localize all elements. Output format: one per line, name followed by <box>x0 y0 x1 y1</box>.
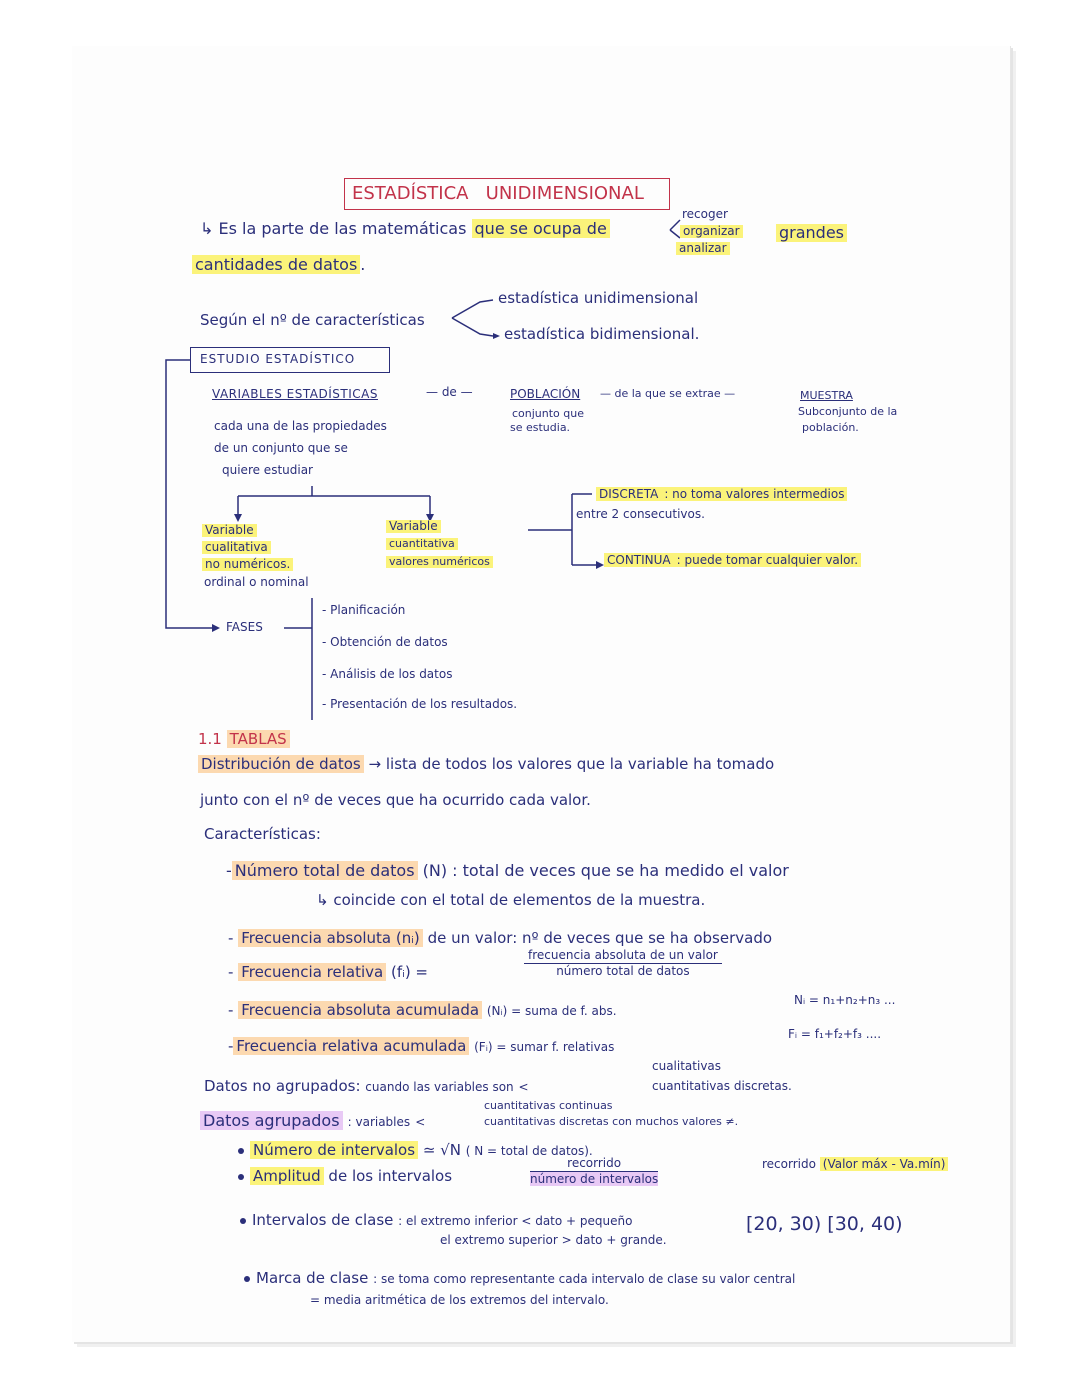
poblacion-extrae: — de la que se extrae — <box>600 387 736 400</box>
frec-rel-sym: (fᵢ) = <box>391 963 429 981</box>
muestra-def-1: Subconjunto de la <box>798 405 898 418</box>
segun-bidimensional: estadística bidimensional. <box>504 325 700 343</box>
amplitud-label: Amplitud <box>250 1167 324 1185</box>
verb-organizar: organizar <box>680 225 743 238</box>
frec-rel-acum-label: Frecuencia relativa acumulada <box>233 1037 469 1055</box>
numero-total-sub: ↳ coincide con el total de elementos de la muestra. <box>316 891 706 909</box>
distribucion-label: Distribución de datos <box>198 755 364 773</box>
intervalos-clase-l1: : el extremo inferior < dato + pequeño <box>398 1214 633 1228</box>
poblacion-def-1: conjunto que <box>512 407 585 420</box>
bullet-icon <box>238 1148 244 1154</box>
intro-arrow: ↳ <box>200 219 214 238</box>
cuantitativa-line-3: valores numéricos <box>386 556 493 568</box>
numero-total-text: (N) : total de veces que se ha medido el valor <box>422 861 789 880</box>
fases-item-3: - Análisis de los datos <box>322 667 453 681</box>
variables-def-3: quiere estudiar <box>222 463 313 477</box>
frec-abs-line: - Frecuencia absoluta (nᵢ) de un valor: nº de veces que se ha observado <box>228 929 773 947</box>
tablas-title: TABLAS <box>227 730 290 748</box>
amplitud-text: de los intervalos <box>328 1167 453 1185</box>
verb-analizar: analizar <box>676 242 730 255</box>
segun-label: Según el nº de características <box>200 311 425 329</box>
tablas-heading <box>198 731 290 748</box>
frec-abs-label: Frecuencia absoluta (nᵢ) <box>238 929 423 947</box>
frec-abs-acum-line: - Frecuencia absoluta acumulada (Nᵢ) = suma de f. abs. <box>228 1001 617 1019</box>
cuantitativa-line-1: Variable <box>386 520 441 533</box>
amplitud-num: recorrido <box>530 1156 658 1172</box>
num-intervalos-text: ≃ √N <box>422 1141 461 1159</box>
verb-recoger: recoger <box>682 207 728 221</box>
variables-title: VARIABLES ESTADÍSTICAS <box>212 387 378 401</box>
no-agrupados-line: Datos no agrupados: cuando las variables son < <box>204 1077 529 1095</box>
frec-rel-acum-formula: Fᵢ = f₁+f₂+f₃ .... <box>788 1027 882 1041</box>
num-intervalos-label: Número de intervalos <box>250 1141 418 1159</box>
segun-unidimensional: estadística unidimensional <box>498 289 699 307</box>
agrupados-text: : variables <box>347 1115 411 1129</box>
title-part2: UNIDIMENSIONAL <box>485 183 644 204</box>
tablas-number: 1.1 <box>198 730 222 748</box>
frec-rel-label: Frecuencia relativa <box>238 963 386 981</box>
numero-total-line: - Número total de datos (N) : total de veces que se ha medido el valor <box>226 861 789 880</box>
amplitud-line <box>238 1168 452 1185</box>
poblacion-def-2: se estudia. <box>510 421 571 434</box>
poblacion-title: POBLACIÓN <box>510 387 581 401</box>
bullet-icon <box>238 1174 244 1180</box>
numero-total-label: Número total de datos <box>232 861 418 880</box>
intro-text: Es la parte de las matemáticas <box>218 219 467 238</box>
muestra-title: MUESTRA <box>800 389 853 402</box>
frec-abs-acum-text: (Nᵢ) = suma de f. abs. <box>486 1004 617 1018</box>
bullet-icon <box>240 1218 246 1224</box>
recorrido-label: recorrido <box>762 1157 816 1171</box>
marca-text: : se toma como representante cada intervalo de clase su valor central <box>373 1272 796 1286</box>
estudio-label: ESTUDIO ESTADÍSTICO <box>200 352 356 366</box>
discreta-label: DISCRETA <box>596 487 661 501</box>
marca-label: Marca de clase <box>256 1269 369 1287</box>
intro-grandes: grandes <box>776 224 847 242</box>
frec-rel-fraction <box>524 948 722 978</box>
agrupados-label: Datos agrupados <box>200 1111 343 1130</box>
intervalos-clase-l2: el extremo superior > dato + grande. <box>440 1233 667 1247</box>
intervalos-clase-line <box>240 1212 632 1229</box>
no-agrupados-opt-2: cuantitativas discretas. <box>652 1079 792 1093</box>
no-agrupados-text: cuando las variables son <box>365 1080 514 1094</box>
frec-rel-acum-line: - Frecuencia relativa acumulada (Fᵢ) = sumar f. relativas <box>228 1037 615 1055</box>
num-intervalos-note: ( N = total de datos). <box>465 1144 593 1158</box>
amplitud-fraction <box>530 1156 658 1186</box>
frec-abs-text: de un valor: nº de veces que se ha observado <box>427 929 773 947</box>
frec-abs-acum-formula: Nᵢ = n₁+n₂+n₃ ... <box>794 993 896 1007</box>
cualitativa-line-3: no numéricos. <box>202 558 293 571</box>
cualitativa-line-1: Variable <box>202 524 257 537</box>
fases-item-4: - Presentación de los resultados. <box>322 697 518 711</box>
distribucion-def: → lista de todos los valores que la variable ha tomado <box>368 755 775 773</box>
amplitud-den: número de intervalos <box>530 1172 659 1186</box>
distribucion-def-2: junto con el nº de veces que ha ocurrido cada valor. <box>200 791 591 809</box>
caracteristicas-label: Características: <box>204 825 321 843</box>
no-agrupados-label: Datos no agrupados: <box>204 1077 361 1095</box>
intro-period: . <box>360 255 366 274</box>
frec-rel-line: - Frecuencia relativa (fᵢ) = <box>228 963 429 981</box>
frec-rel-den: número total de datos <box>556 964 690 978</box>
fases-label: FASES <box>226 620 263 634</box>
frec-abs-acum-label: Frecuencia absoluta acumulada <box>238 1001 482 1019</box>
distribucion-line <box>198 756 774 773</box>
muestra-def-2: población. <box>802 421 859 434</box>
page-title <box>352 184 644 204</box>
intro-line <box>200 220 610 238</box>
agrupados-opt-2: cuantitativas discretas con muchos valores ≠. <box>484 1115 739 1128</box>
intro-cantidades: cantidades de datos <box>192 255 360 274</box>
recorrido-formula: (Valor máx - Va.mín) <box>820 1157 949 1171</box>
variables-de: — de — <box>426 385 473 399</box>
frec-rel-num: frecuencia absoluta de un valor <box>524 948 722 964</box>
intro-cantidades-line <box>192 256 365 274</box>
title-part1: ESTADÍSTICA <box>352 183 469 204</box>
cuantitativa-line-2: cuantitativa <box>386 538 458 550</box>
fases-item-1: - Planificación <box>322 603 406 617</box>
cualitativa-extra: ordinal o nominal <box>204 575 309 589</box>
continua-label: CONTINUA <box>604 553 674 567</box>
recorrido-line <box>762 1158 948 1171</box>
discreta-text-2: entre 2 consecutivos. <box>576 507 705 521</box>
frec-rel-acum-text: (Fᵢ) = sumar f. relativas <box>474 1040 615 1054</box>
agrupados-line: Datos agrupados : variables < <box>200 1112 425 1130</box>
variables-def-2: de un conjunto que se <box>214 441 348 455</box>
variables-def-1: cada una de las propiedades <box>214 419 387 433</box>
bullet-icon <box>244 1276 250 1282</box>
fases-item-2: - Obtención de datos <box>322 635 448 649</box>
marca-sub: = media aritmética de los extremos del intervalo. <box>310 1293 609 1307</box>
intervalos-clase-label: Intervalos de clase <box>252 1211 394 1229</box>
marca-line <box>244 1270 795 1287</box>
intervalos-example: [20, 30) [30, 40) <box>746 1213 903 1235</box>
no-agrupados-opt-1: cualitativas <box>652 1059 722 1073</box>
agrupados-opt-1: cuantitativas continuas <box>484 1099 613 1112</box>
discreta-line <box>596 488 847 501</box>
intro-highlight: que se ocupa de <box>472 219 610 238</box>
continua-line <box>604 554 861 567</box>
discreta-text: : no toma valores intermedios <box>661 487 847 501</box>
continua-text: : puede tomar cualquier valor. <box>674 553 861 567</box>
cualitativa-line-2: cualitativa <box>202 541 271 554</box>
